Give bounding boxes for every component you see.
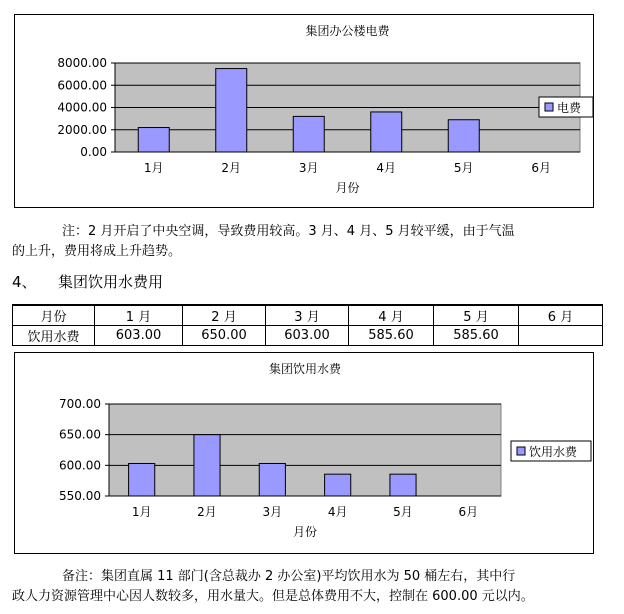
legend-label: 电费 [557, 101, 582, 115]
electricity-note-line1: 注：2 月开启了中央空调，导致费用较高。3 月、4 月、5 月较平缓，由于气温 [62, 224, 515, 239]
y-tick-label: 700.00 [59, 397, 101, 411]
x-tick-label: 5月 [453, 161, 474, 175]
x-axis-label: 月份 [335, 181, 360, 195]
electricity-note-line2: 的上升，费用将成上升趋势。 [12, 244, 182, 259]
electricity-chart [14, 14, 594, 208]
table-cell: 650.00 [183, 326, 266, 346]
legend-label: 饮用水费 [529, 445, 578, 459]
table-header-cell: 月份 [13, 305, 95, 326]
section-number: 4、 [12, 273, 37, 291]
y-tick-label: 650.00 [59, 427, 101, 442]
table-header-row [13, 305, 603, 326]
section-title: 集团饮用水费用 [58, 273, 164, 291]
bar [194, 435, 220, 496]
table-cell: 饮用水费 [13, 326, 95, 346]
table-header-cell: 1 月 [95, 305, 183, 326]
x-tick-label: 3月 [298, 161, 319, 175]
x-tick-label: 2月 [221, 161, 242, 175]
x-tick-label: 5月 [393, 505, 413, 519]
table-row [13, 326, 603, 346]
table-cell [519, 326, 603, 346]
table-cell: 603.00 [95, 326, 183, 346]
table-cell: 585.60 [349, 326, 434, 346]
x-tick-label: 1月 [143, 161, 164, 175]
y-tick-label: 8000.00 [57, 56, 107, 70]
table-header-cell: 6 月 [519, 305, 603, 326]
bar [325, 474, 351, 496]
bar [390, 474, 416, 496]
y-tick-label: 600.00 [59, 458, 101, 473]
x-tick-label: 4月 [327, 505, 348, 519]
y-tick-label: 4000.00 [57, 100, 107, 115]
water-note-line1: 备注：集团直属 11 部门(含总裁办 2 办公室)平均饮用水为 50 桶左右，其中行 [62, 569, 516, 584]
chart-svg [15, 15, 593, 207]
bar [448, 120, 479, 152]
chart-title: 集团办公楼电费 [305, 24, 390, 38]
x-axis-label: 月份 [292, 525, 318, 539]
x-tick-label: 2月 [197, 505, 217, 519]
table-cell: 603.00 [266, 326, 349, 346]
x-tick-label: 3月 [262, 505, 283, 519]
y-tick-label: 6000.00 [57, 78, 107, 93]
water-fee-chart [14, 352, 594, 554]
legend-swatch [545, 103, 553, 111]
table-header-cell: 5 月 [434, 305, 519, 326]
y-tick-label: 550.00 [59, 489, 101, 503]
plot-area [109, 404, 501, 496]
table-cell: 585.60 [434, 326, 519, 346]
water-section-heading [12, 272, 163, 292]
table-header-cell: 3 月 [266, 305, 349, 326]
x-tick-label: 4月 [376, 161, 397, 175]
chart-svg [15, 353, 593, 553]
chart-title: 集团饮用水费 [268, 362, 342, 376]
bar [371, 112, 402, 152]
bar [259, 463, 285, 496]
x-tick-label: 6月 [458, 505, 479, 519]
x-tick-label: 1月 [131, 505, 152, 519]
y-tick-label: 0.00 [80, 145, 107, 159]
table-header-cell: 2 月 [183, 305, 266, 326]
bar [216, 69, 247, 152]
water-fee-table [12, 304, 603, 346]
x-tick-label: 6月 [531, 161, 552, 175]
bar [129, 463, 155, 496]
water-note-line2: 政人力资源管理中心因人数较多，用水量大。但是总体费用不大，控制在 600.00 元以内。 [12, 589, 534, 604]
bar [293, 116, 324, 152]
y-tick-label: 2000.00 [57, 122, 107, 137]
legend-swatch [517, 447, 525, 455]
bar [138, 128, 169, 152]
table-header-cell: 4 月 [349, 305, 434, 326]
